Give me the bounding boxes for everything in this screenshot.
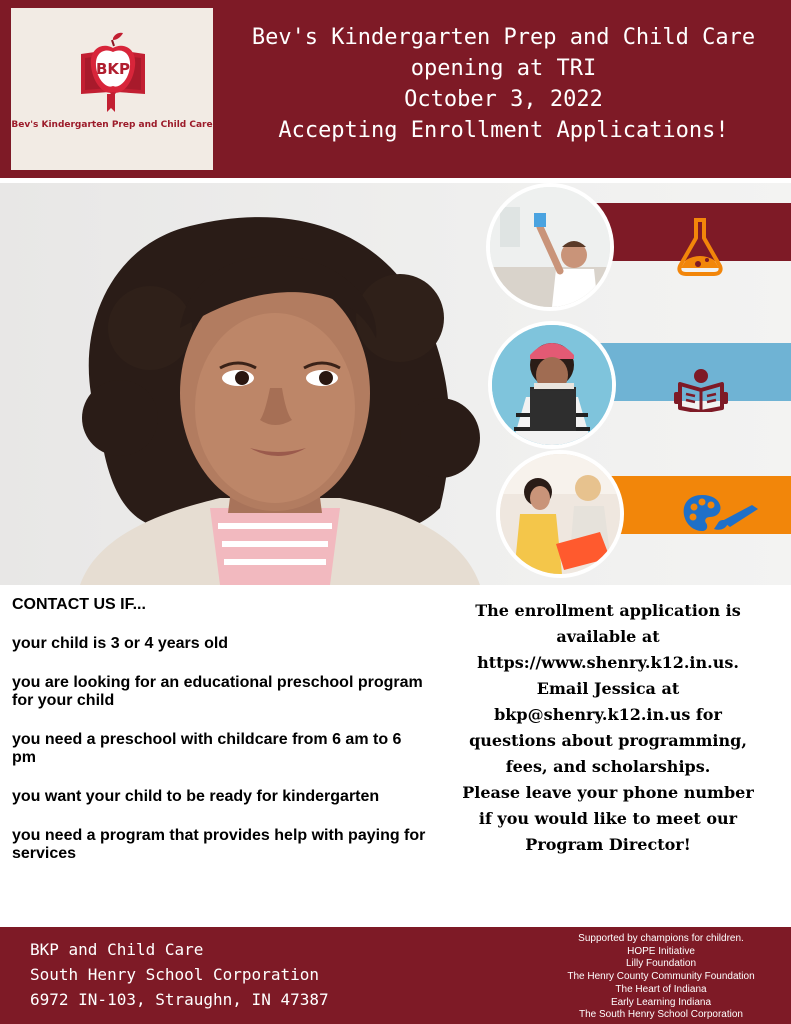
- supporter-line: Lilly Foundation: [625, 958, 697, 970]
- logo: [11, 8, 213, 170]
- footer-address-line: South Henry School Corporation: [30, 965, 319, 984]
- enrollment-line: fees, and scholarships.: [505, 757, 711, 776]
- supporter-line: HOPE Initiative: [627, 945, 695, 957]
- title-line-2: opening at TRI: [410, 56, 597, 81]
- enrollment-email[interactable]: bkp@shenry.k12.in.us for: [494, 705, 722, 724]
- page-title: [226, 22, 781, 146]
- footer-supporters: [548, 933, 774, 1022]
- kids-art-image: [500, 454, 620, 574]
- enrollment-line: if you would like to meet our: [478, 809, 738, 828]
- title-line-3: October 3, 2022: [404, 87, 603, 112]
- supporter-line: The Heart of Indiana: [615, 983, 707, 995]
- boy-science-image: [490, 187, 610, 307]
- header-banner: [0, 0, 791, 178]
- child-portrait-image: [60, 208, 490, 585]
- palette-brush-icon: [682, 493, 762, 533]
- reading-icon: [674, 368, 728, 412]
- flask-icon: [674, 216, 726, 278]
- enrollment-line: available at: [556, 627, 660, 646]
- logo-caption: Bev's Kindergarten Prep and Child Care: [11, 120, 213, 130]
- contact-section: [12, 596, 427, 884]
- footer-address-line: BKP and Child Care: [30, 940, 204, 959]
- photo-circle-science: [486, 183, 614, 311]
- supporter-line: Early Learning Indiana: [610, 996, 712, 1008]
- logo-initials: BKP: [95, 60, 131, 78]
- apple-book-logo-icon: [77, 32, 149, 116]
- supporter-line: The Henry County Community Foundation: [567, 971, 755, 983]
- enrollment-line: Please leave your phone number: [462, 783, 754, 802]
- photo-circle-art: [496, 450, 624, 578]
- enrollment-url[interactable]: https://www.shenry.k12.in.us.: [477, 653, 739, 672]
- girl-books-image: [492, 325, 612, 445]
- photo-circle-reading: [488, 321, 616, 449]
- enrollment-line: The enrollment application is: [475, 601, 741, 620]
- contact-heading: CONTACT US IF...: [12, 596, 146, 613]
- footer-address: [30, 937, 329, 1012]
- contact-item: you want your child to be ready for kindergarten: [12, 788, 380, 805]
- contact-item: you need a program that provides help with paying for services: [12, 827, 426, 862]
- title-line-1: Bev's Kindergarten Prep and Child Care: [251, 25, 756, 50]
- supporter-line: Supported by champions for children.: [578, 933, 744, 944]
- title-line-4: Accepting Enrollment Applications!: [278, 118, 729, 143]
- contact-item: you are looking for an educational preschool program for your child: [12, 674, 423, 709]
- footer-address-line: 6972 IN-103, Straughn, IN 47387: [30, 990, 329, 1009]
- hero-photo-area: [0, 183, 791, 585]
- footer: [0, 927, 791, 1024]
- enrollment-line: Email Jessica at: [536, 679, 680, 698]
- contact-item: you need a preschool with childcare from 6 am to 6 pm: [12, 731, 402, 766]
- enrollment-line: questions about programming,: [469, 731, 747, 750]
- supporter-line: The South Henry School Corporation: [579, 1009, 743, 1021]
- enrollment-line: Program Director!: [525, 835, 691, 854]
- contact-item: your child is 3 or 4 years old: [12, 635, 229, 652]
- enrollment-info: [443, 598, 773, 858]
